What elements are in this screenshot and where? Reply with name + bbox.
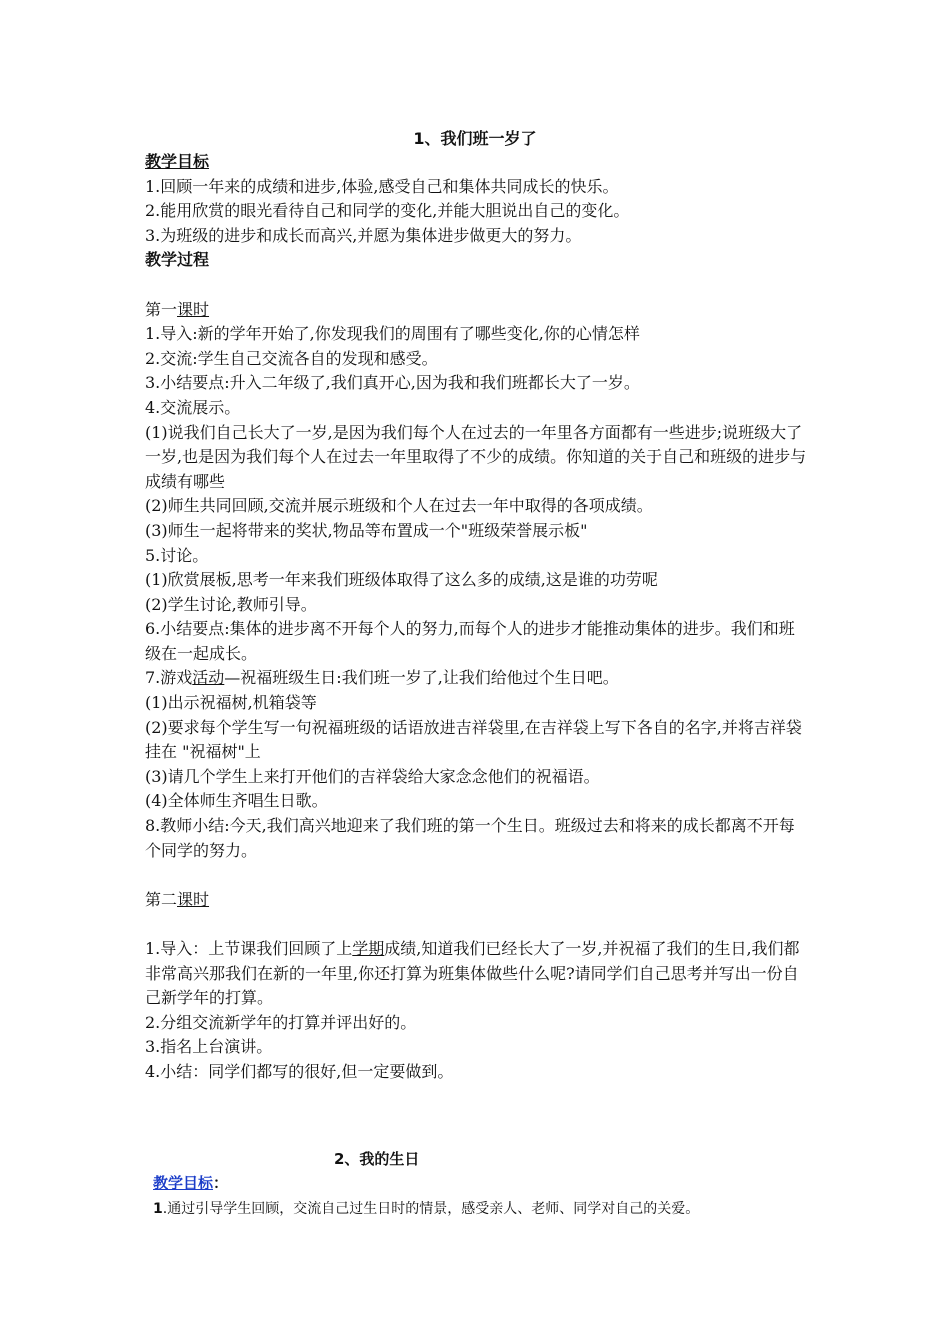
process-line: (2)师生共同回顾,交流并展示班级和个人在过去一年中取得的各项成绩。 <box>145 496 653 516</box>
process-line: (3)请几个学生上来打开他们的吉祥袋给大家念念他们的祝福语。 <box>145 766 600 786</box>
section2-item-number: 1 <box>153 1201 163 1217</box>
process-line: 6.小结要点:集体的进步离不开每个人的努力,而每个人的进步才能推动集体的进步。我们和班级在一起成长。 <box>145 619 795 663</box>
objective-item: 1.回顾一年来的成绩和进步,体验,感受自己和集体共同成长的快乐。 <box>145 176 619 196</box>
section2-title: 2、我的生日 <box>334 1150 420 1168</box>
lesson1-prefix: 第一 <box>145 299 178 319</box>
process-line <box>145 937 810 1011</box>
objectives-heading: 教学目标 <box>145 152 210 171</box>
process-line: (3)师生一起将带来的奖状,物品等布置成一个"班级荣誉展示板" <box>145 520 588 540</box>
process-line: 3.小结要点:升入二年级了,我们真开心,因为我和我们班都长大了一岁。 <box>145 373 640 393</box>
section2-heading-row <box>153 1172 228 1193</box>
lesson2-line1-a: 1.导入：上节课我们回顾了上 <box>145 939 353 958</box>
process-line: 2.分组交流新学年的打算并评出好的。 <box>145 1012 417 1032</box>
section2-item-text: .通过引导学生回顾，交流自己过生日时的情景，感受亲人、老师、同学对自己的关爱。 <box>162 1201 700 1217</box>
lesson2-prefix: 第二 <box>145 889 178 909</box>
section2-objective-item <box>153 1198 813 1218</box>
lesson1-heading <box>145 298 810 323</box>
process-line: 3.指名上台演讲。 <box>145 1037 273 1057</box>
line7-prefix: 7.游戏 <box>145 668 193 688</box>
lesson-title: 1、我们班一岁了 <box>413 129 537 148</box>
objective-item: 3.为班级的进步和成长而高兴,并愿为集体进步做更大的努力。 <box>145 225 582 245</box>
process-line: (2)学生讨论,教师引导。 <box>145 594 317 614</box>
process-line-7 <box>145 666 810 691</box>
lesson2-suffix: 课时 <box>177 889 210 909</box>
activity-link[interactable]: 活动 <box>192 668 225 688</box>
process-line: (1)说我们自己长大了一岁,是因为我们每个人在过去的一年里各方面都有一些进步;说班级大了一岁,也是因为我们每个人在过去一年里取得了不少的成绩。你知道的关于自己和班级的进步与成绩有哪些 <box>145 422 807 491</box>
process-heading: 教学过程 <box>145 250 210 270</box>
process-line: 5.讨论。 <box>145 545 209 565</box>
process-line: 4.交流展示。 <box>145 397 241 417</box>
line7-suffix: —祝福班级生日:我们班一岁了,让我们给他过个生日吧。 <box>224 668 619 688</box>
section2-objectives-link[interactable]: 教学目标 <box>153 1174 214 1192</box>
process-line: 8.教师小结:今天,我们高兴地迎来了我们班的第一个生日。班级过去和将来的成长都离不开每个同学的努力。 <box>145 816 795 860</box>
process-line: (1)出示祝福树,机箱袋等 <box>145 693 317 713</box>
semester-link[interactable]: 学期 <box>352 939 385 958</box>
process-line: 4.小结：同学们都写的很好,但一定要做到。 <box>145 1061 454 1081</box>
process-line: (1)欣赏展板,思考一年来我们班级体取得了这么多的成绩,这是谁的功劳呢 <box>145 570 658 590</box>
section2-colon: ： <box>213 1174 229 1192</box>
process-line: 1.导入:新的学年开始了,你发现我们的周围有了哪些变化,你的心情怎样 <box>145 324 640 344</box>
lesson2-line1-b: 成绩,知道我们已经长大了一岁,并祝福了我们的生日,我们都非常高兴那我们在新的一年里,你还打算为班集体做些什么呢?请同学们自己思考并写出一份自己新学年的打算。 <box>145 939 800 1008</box>
objective-item: 2.能用欣赏的眼光看待自己和同学的变化,并能大胆说出自己的变化。 <box>145 201 630 221</box>
process-line: (4)全体师生齐唱生日歌。 <box>145 791 328 811</box>
process-line: (2)要求每个学生写一句祝福班级的话语放进吉祥袋里,在吉祥袋上写下各自的名字,并将吉祥袋挂在 "祝福树"上 <box>145 717 802 762</box>
lesson2-heading <box>145 888 810 913</box>
lesson1-suffix: 课时 <box>177 299 210 319</box>
process-line: 2.交流:学生自己交流各自的发现和感受。 <box>145 348 438 368</box>
lesson-body <box>145 150 810 1085</box>
